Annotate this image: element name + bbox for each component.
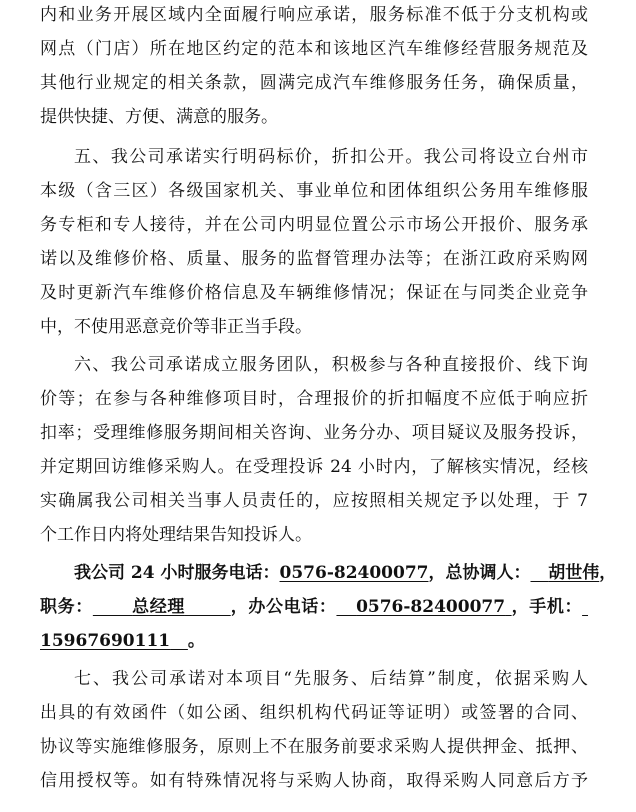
office-label: ，办公电话： <box>230 597 337 617</box>
document-page <box>40 0 617 798</box>
text-line: 个工作日内将处理结果告知投诉人。 <box>40 525 312 545</box>
office-phone: 0576-82400077 <box>356 597 506 617</box>
mobile-label: ，手机： <box>511 597 583 617</box>
title-label: 职务： <box>40 597 93 617</box>
text-line <box>40 590 588 624</box>
mobile-number: 15967690111 <box>40 631 171 651</box>
text-line: 价等；在参与各种维修项目时，合理报价的折扣幅度不应低于响应折 <box>40 389 588 409</box>
paragraph-7 <box>40 662 588 798</box>
period: 。 <box>187 631 205 651</box>
text-line <box>40 624 588 658</box>
text-line: 出具的有效函件（如公函、组织机构代码证等证明）或签署的合同、 <box>40 703 588 723</box>
text-line: 提供快捷、方便、满意的服务。 <box>40 107 278 127</box>
hotline-number: 0576-82400077 <box>279 563 429 583</box>
contact-info <box>40 556 617 658</box>
text-line: 扣率；受理维修服务期间相关咨询、业务分办、项目疑议及服务投诉， <box>40 423 588 443</box>
text-line: 务专柜和专人接待，并在公司内明显位置公示市场公开报价、服务承 <box>40 215 588 235</box>
text-line: 并定期回访维修采购人。在受理投诉 24 小时内，了解核实情况，经核 <box>40 457 588 477</box>
paragraph-continued <box>40 0 588 134</box>
comma: ， <box>599 563 617 583</box>
text-line: 诺以及维修价格、质量、服务的监督管理办法等；在浙江政府采购网 <box>40 249 588 269</box>
text-line: 其他行业规定的相关条款，圆满完成汽车维修服务任务，确保质量， <box>40 73 588 93</box>
text-line: 五、我公司承诺实行明码标价，折扣公开。我公司将设立台州市 <box>74 147 588 167</box>
job-title: 总经理 <box>132 597 185 617</box>
text-line: 协议等实施维修服务，原则上不在服务前要求采购人提供押金、抵押、 <box>40 737 588 757</box>
paragraph-5 <box>40 140 588 344</box>
coordinator-name: 胡世伟 <box>548 563 600 583</box>
text-line: 及时更新汽车维修价格信息及车辆维修情况；保证在与同类企业竞争 <box>40 283 588 303</box>
text-line: 网点（门店）所在地区约定的范本和该地区汽车维修经营服务规范及 <box>40 39 588 59</box>
paragraph-6 <box>40 348 588 552</box>
text-line: 信用授权等。如有特殊情况将与采购人协商，取得采购人同意后方予 <box>40 771 588 791</box>
text-line <box>40 556 617 590</box>
text-line: 实确属我公司相关当事人员责任的，应按照相关规定予以处理，于 7 <box>40 491 588 511</box>
text-line: 本级（含三区）各级国家机关、事业单位和团体组织公务用车维修服 <box>40 181 588 201</box>
coordinator-label: ，总协调人： <box>428 563 531 583</box>
hotline-label: 我公司 24 小时服务电话： <box>74 563 280 583</box>
text-line: 中，不使用恶意竞价等非正当手段。 <box>40 317 312 337</box>
text-line: 七、我公司承诺对本项目“先服务、后结算”制度，依据采购人 <box>74 669 588 689</box>
text-line: 六、我公司承诺成立服务团队，积极参与各种直接报价、线下询 <box>74 355 588 375</box>
text-line: 内和业务开展区域内全面履行响应承诺，服务标准不低于分支机构或 <box>40 5 588 25</box>
